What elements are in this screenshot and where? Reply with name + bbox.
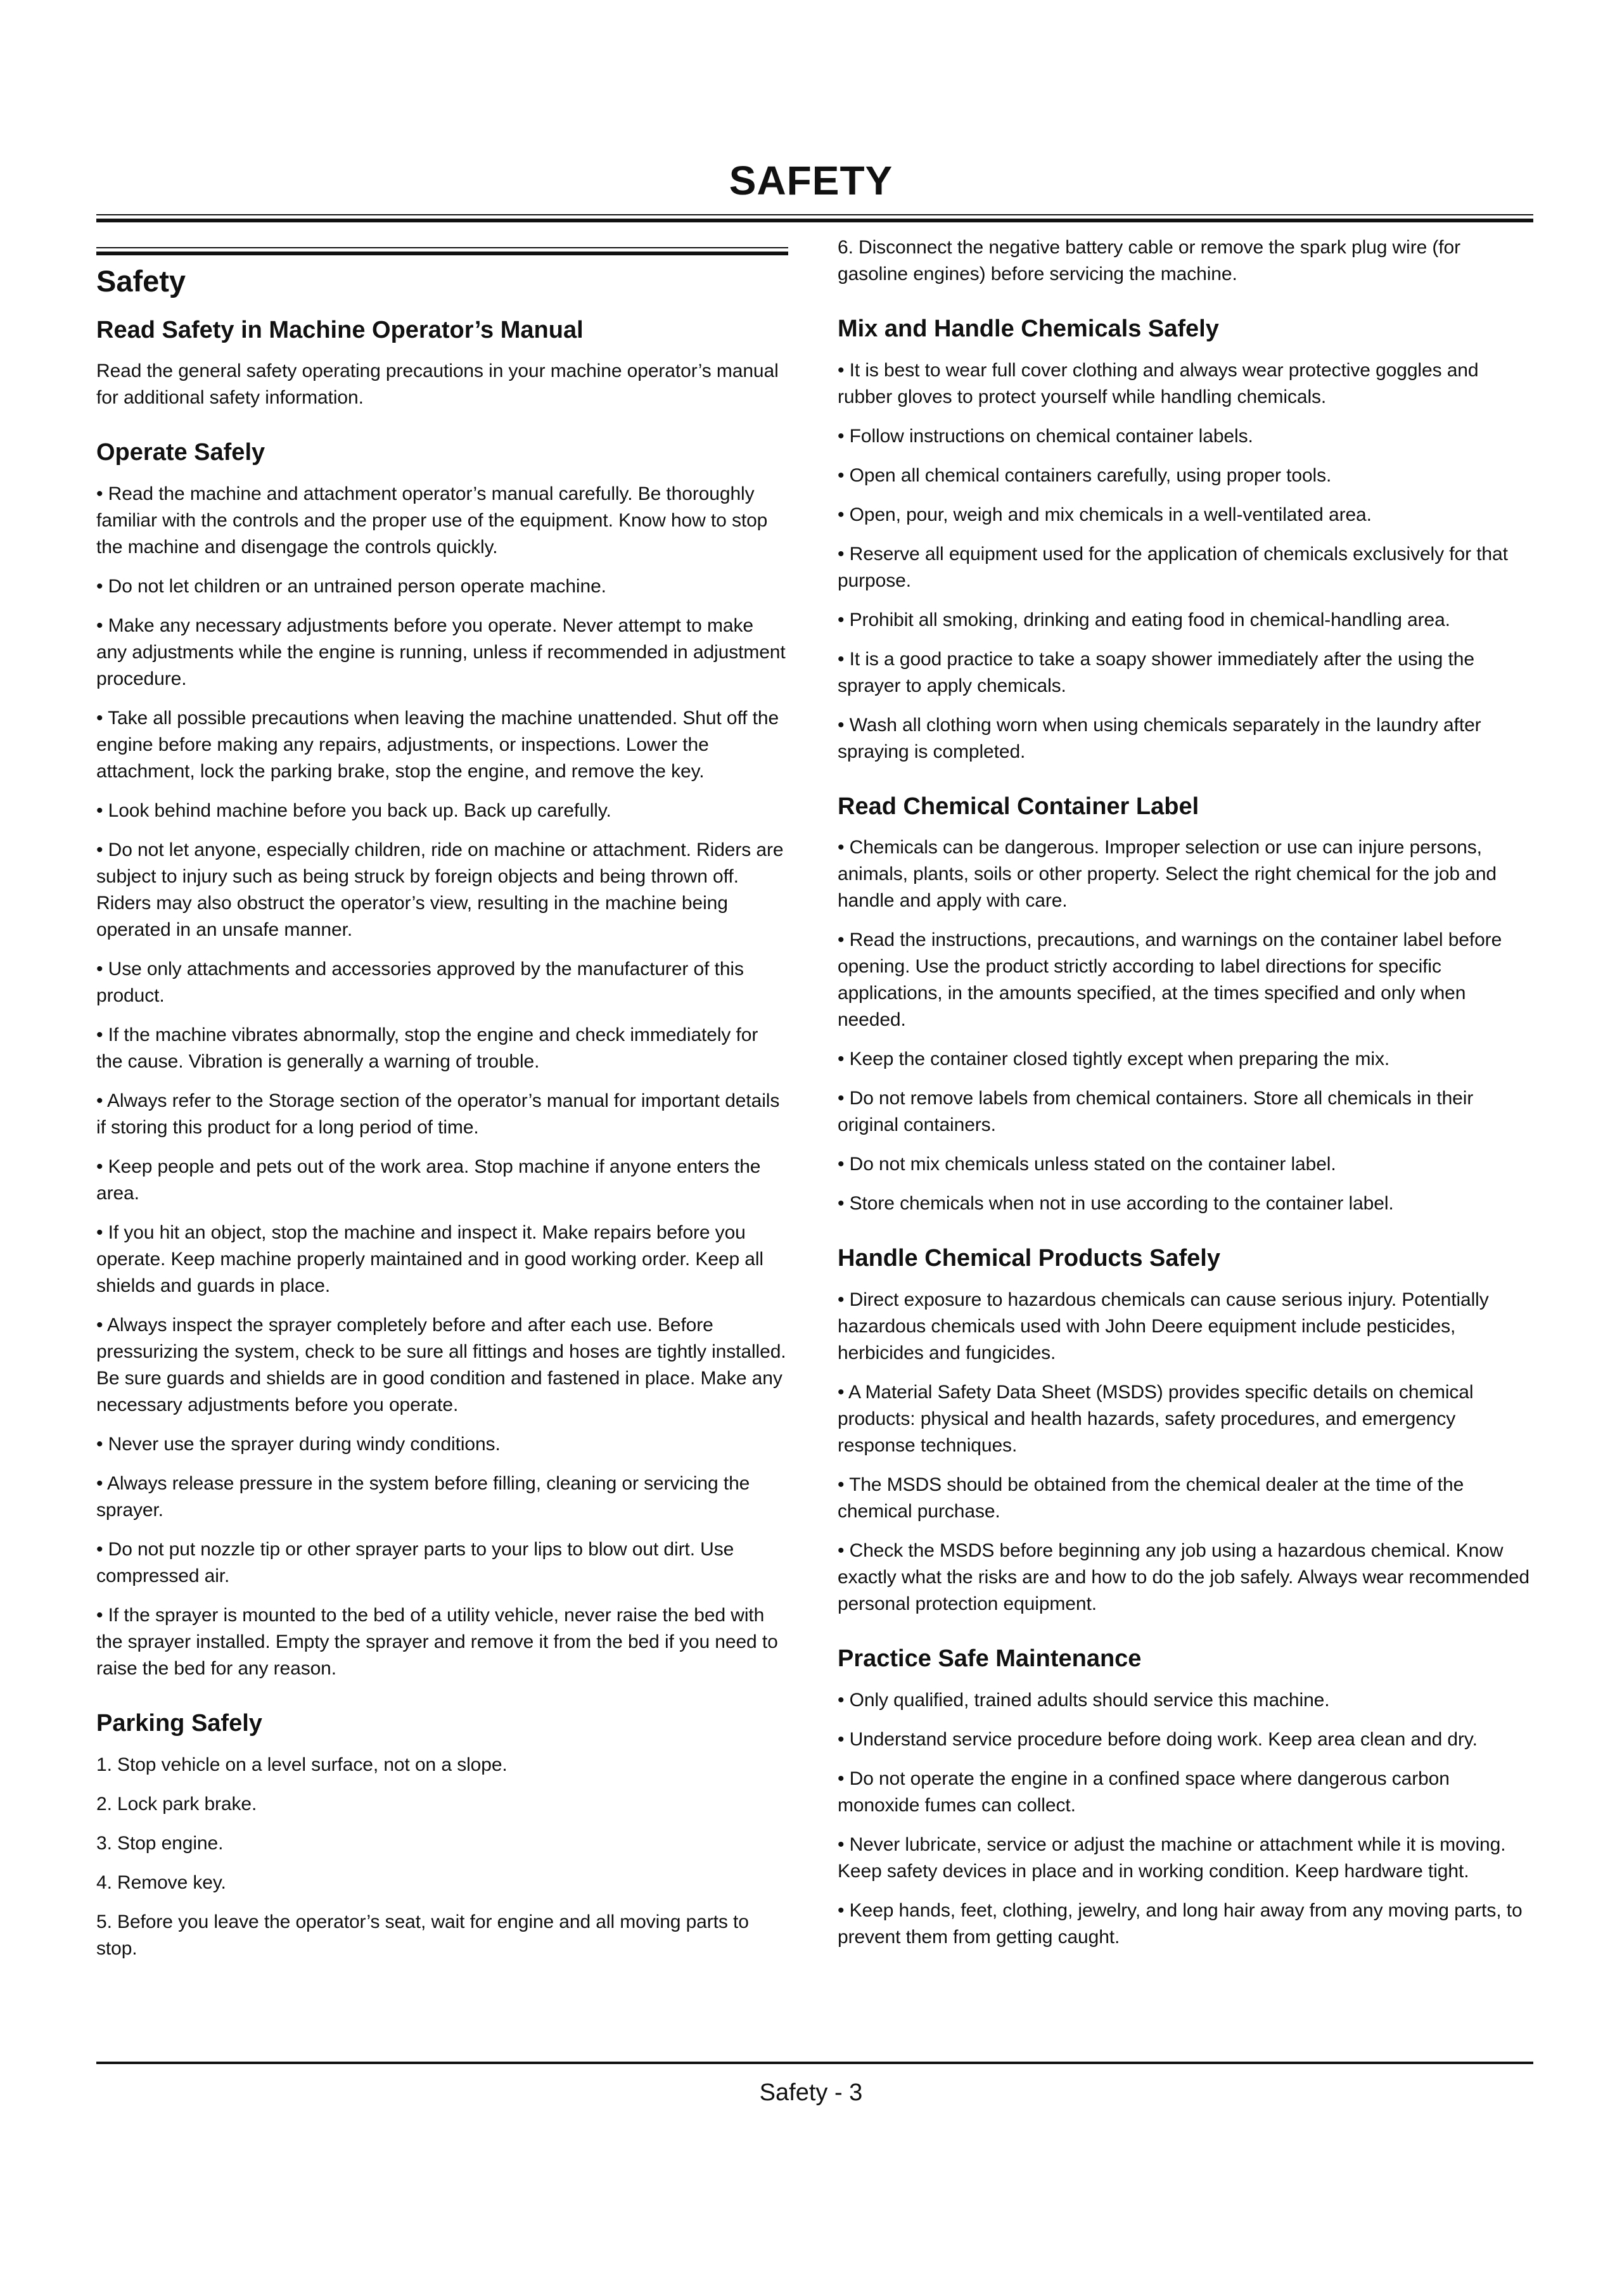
right-sections: [838, 316, 1535, 1951]
paragraph: 5. Before you leave the operator’s seat, wait for engine and all moving parts to stop.: [96, 1911, 749, 1959]
paragraph: • Keep hands, feet, clothing, jewelry, and long hair away from any moving parts, to prevent them from getting caught.: [838, 1899, 1523, 1948]
paragraph: • Never lubricate, service or adjust the machine or attachment while it is moving. Keep safety devices in place and in working condition. Keep hardware tight.: [838, 1834, 1506, 1882]
paragraph: • Always release pressure in the system before filling, cleaning or servicing the sprayer.: [96, 1473, 750, 1521]
paragraph: • Direct exposure to hazardous chemicals can cause serious injury. Potentially hazardous chemicals used with John Deere equipment include pesticides, herbicides and fungicides.: [838, 1289, 1489, 1364]
content-section: [838, 793, 1535, 1218]
paragraph: • It is a good practice to take a soapy shower immediately after the using the sprayer to apply chemicals.: [838, 648, 1474, 696]
paragraph: • Follow instructions on chemical container labels.: [838, 425, 1253, 447]
paragraph: • A Material Safety Data Sheet (MSDS) provides specific details on chemical products: physical and health hazards, safety procedures, and emergency response techniques.: [838, 1382, 1474, 1457]
section-title: Safety: [96, 264, 186, 298]
paragraph: • Check the MSDS before beginning any job using a hazardous chemical. Know exactly what the risks are and how to do the job safely. Always wear recommended personal protection equipment.: [838, 1540, 1529, 1615]
content-section: [96, 1710, 788, 1962]
paragraph: • Read the machine and attachment operator’s manual carefully. Be thoroughly familiar with the controls and the proper use of the equipment. Know how to stop the machine and disengage the controls quickly.: [96, 483, 768, 558]
paragraph: • It is best to wear full cover clothing and always wear protective goggles and rubber gloves to protect yourself while handling chemicals.: [838, 359, 1479, 407]
paragraph: • Do not let anyone, especially children, ride on machine or attachment. Riders are subject to injury such as being struck by foreign objects and being thrown off. Riders may also obstruct the operator’s view, resulting in the machine being operated in an unsafe manner.: [96, 839, 784, 941]
paragraph: • Only qualified, trained adults should service this machine.: [838, 1689, 1330, 1711]
paragraph: • The MSDS should be obtained from the chemical dealer at the time of the chemical purchase.: [838, 1474, 1464, 1522]
page-header: SAFETY: [729, 158, 893, 203]
section-heading: Mix and Handle Chemicals Safely: [838, 316, 1219, 342]
paragraph: 6. Disconnect the negative battery cable or remove the spark plug wire (for gasoline engines) before servicing the machine.: [838, 237, 1460, 284]
page-footer: Safety - 3: [759, 2079, 863, 2106]
paragraph: • Do not remove labels from chemical containers. Store all chemicals in their original containers.: [838, 1088, 1474, 1136]
paragraph: • Do not let children or an untrained person operate machine.: [96, 576, 606, 597]
paragraph: 2. Lock park brake.: [96, 1793, 257, 1814]
right-column: [838, 234, 1535, 1979]
paragraph: • Reserve all equipment used for the application of chemicals exclusively for that purpose.: [838, 543, 1508, 591]
section-heading: Practice Safe Maintenance: [838, 1645, 1142, 1673]
paragraph: • Use only attachments and accessories approved by the manufacturer of this product.: [96, 959, 744, 1007]
paragraph: • Read the instructions, precautions, and warnings on the container label before opening. Use the product strictly according to label directions for specific applications, in the amounts specified, at the times specified and only when needed.: [838, 929, 1502, 1031]
paragraph: • Always inspect the sprayer completely before and after each use. Before pressurizing the system, check to be sure all fittings and hoses are tightly installed. Be sure guards and shields are in good condition and fastened in place. Make any necessary adjustments before you operate.: [96, 1315, 786, 1416]
left-column: [96, 265, 788, 1990]
paragraph: • Wash all clothing worn when using chemicals separately in the laundry after spraying is completed.: [838, 714, 1481, 762]
right-intro: [838, 234, 1535, 288]
content-section: [96, 317, 788, 412]
paragraph: • Prohibit all smoking, drinking and eating food in chemical-handling area.: [838, 609, 1450, 630]
paragraph: • If the machine vibrates abnormally, stop the engine and check immediately for the cause. Vibration is generally a warning of trouble.: [96, 1024, 758, 1073]
paragraph: • If the sprayer is mounted to the bed of a utility vehicle, never raise the bed with the sprayer installed. Empty the sprayer and remove it from the bed if you need to raise the bed for any reason.: [96, 1605, 778, 1680]
paragraph: • Open, pour, weigh and mix chemicals in a well-ventilated area.: [838, 504, 1372, 525]
header-rule-thin: [96, 214, 1533, 215]
paragraph: • If you hit an object, stop the machine and inspect it. Make repairs before you operate. Keep machine properly maintained and in good working order. Keep all shields and guards in place.: [96, 1222, 763, 1297]
paragraph: • Keep people and pets out of the work area. Stop machine if anyone enters the area.: [96, 1156, 761, 1204]
paragraph: • Open all chemical containers carefully, using proper tools.: [838, 464, 1332, 486]
paragraph: • Do not mix chemicals unless stated on the container label.: [838, 1154, 1336, 1175]
left-title-rule-thick: [96, 252, 788, 255]
paragraph: • Always refer to the Storage section of the operator’s manual for important details if storing this product for a long period of time.: [96, 1090, 780, 1138]
content-section: [838, 1645, 1535, 1951]
paragraph: 4. Remove key.: [96, 1872, 226, 1893]
paragraph: • Understand service procedure before doing work. Keep area clean and dry.: [838, 1728, 1478, 1750]
paragraph: • Never use the sprayer during windy conditions.: [96, 1434, 501, 1455]
paragraph: Read the general safety operating precautions in your machine operator’s manual for additional safety information.: [96, 360, 779, 409]
paragraph: • Do not operate the engine in a confined space where dangerous carbon monoxide fumes can collect.: [838, 1768, 1450, 1816]
paragraph: • Make any necessary adjustments before you operate. Never attempt to make any adjustments while the engine is running, unless if recommended in adjustment procedure.: [96, 615, 786, 690]
section-heading: Read Safety in Machine Operator’s Manual: [96, 316, 584, 343]
section-heading: Read Chemical Container Label: [838, 793, 1199, 820]
left-sections: [96, 317, 788, 1962]
content-section: [838, 1245, 1535, 1617]
content-section: [838, 316, 1535, 765]
content-section: [96, 439, 788, 1682]
paragraph: • Do not put nozzle tip or other sprayer parts to your lips to blow out dirt. Use compressed air.: [96, 1539, 734, 1587]
paragraph: • Look behind machine before you back up. Back up carefully.: [96, 800, 611, 822]
paragraph: • Chemicals can be dangerous. Improper selection or use can injure persons, animals, plants, soils or other property. Select the right chemical for the job and handle and apply with care.: [838, 837, 1497, 912]
paragraph: 3. Stop engine.: [96, 1832, 224, 1854]
section-heading: Handle Chemical Products Safely: [838, 1245, 1220, 1272]
paragraph: 1. Stop vehicle on a level surface, not on a slope.: [96, 1754, 508, 1775]
header-rule-thick: [96, 219, 1533, 222]
section-heading: Parking Safely: [96, 1710, 262, 1737]
footer-rule: [96, 2062, 1533, 2064]
paragraph: • Take all possible precautions when leaving the machine unattended. Shut off the engine before making any repairs, adjustments, or inspections. Lower the attachment, lock the parking brake, stop the engine, and remove the key.: [96, 708, 779, 782]
paragraph: • Store chemicals when not in use according to the container label.: [838, 1193, 1394, 1215]
left-title-rule-thin: [96, 247, 788, 248]
section-heading: Operate Safely: [96, 439, 265, 466]
paragraph: • Keep the container closed tightly except when preparing the mix.: [838, 1049, 1390, 1070]
